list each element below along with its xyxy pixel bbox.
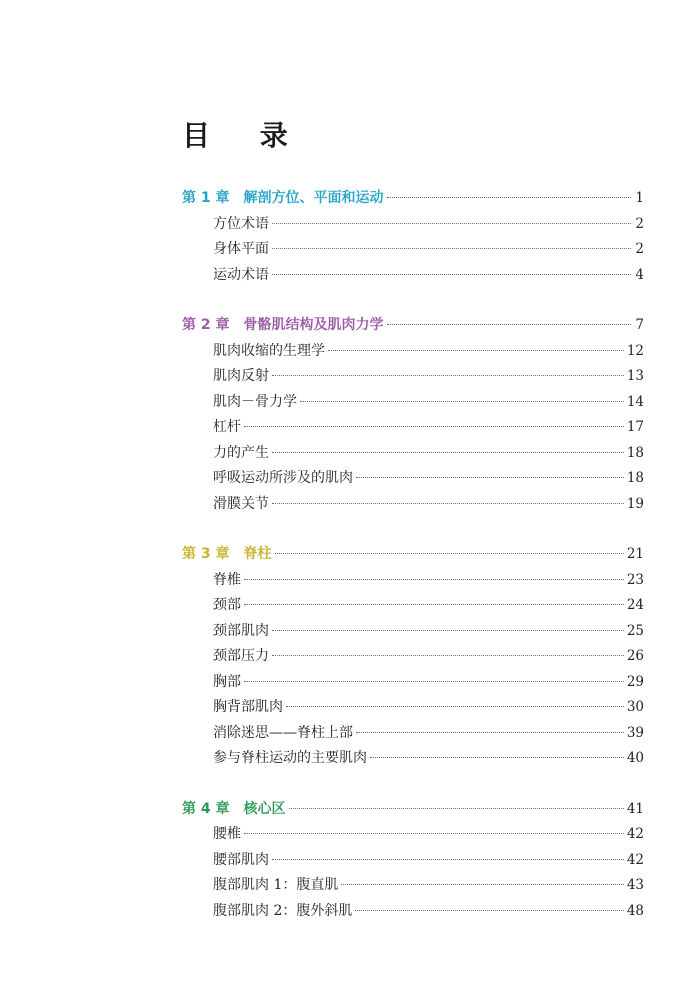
dot-leader (244, 833, 624, 834)
toc-entry[interactable] (182, 466, 644, 492)
page-number: 40 (626, 750, 644, 766)
table-of-contents (182, 186, 644, 949)
dot-leader (355, 910, 623, 911)
toc-entry[interactable] (182, 695, 644, 721)
entry-label: 力的产生 (213, 444, 269, 461)
dot-leader (244, 604, 624, 605)
toc-entry[interactable] (182, 339, 644, 365)
chapter-title: 解剖方位、平面和运动 (243, 190, 384, 206)
dot-leader (272, 503, 624, 504)
entry-label: 腰部肌肉 (213, 851, 269, 868)
toc-entry[interactable] (182, 390, 644, 416)
chapter-1-section (182, 186, 644, 288)
chapter-4-heading[interactable] (182, 797, 644, 823)
chapter-number: 第 2 章 (182, 317, 230, 333)
toc-entry[interactable] (182, 899, 644, 925)
chapter-number: 第 4 章 (182, 800, 230, 817)
entry-label: 肌肉－骨力学 (213, 393, 297, 410)
toc-entry[interactable] (182, 848, 644, 874)
chapter-title: 核心区 (243, 800, 286, 817)
toc-entry[interactable] (182, 873, 644, 899)
page-number: 24 (626, 597, 644, 613)
toc-entry[interactable] (182, 364, 644, 390)
page-number: 2 (635, 241, 644, 257)
page-number: 29 (626, 673, 644, 690)
entry-label: 胸背部肌肉 (213, 699, 283, 715)
entry-label: 呼吸运动所涉及的肌肉 (213, 470, 353, 486)
entry-label: 腹部肌肉 1：腹直肌 (213, 877, 339, 893)
entry-label: 参与脊柱运动的主要肌肉 (213, 750, 367, 766)
toc-entry[interactable] (182, 492, 644, 518)
entry-label: 颈部压力 (213, 648, 269, 664)
entry-label: 杠杆 (213, 419, 241, 435)
chapter-title: 骨骼肌结构及肌肉力学 (243, 317, 384, 333)
page-number: 12 (626, 342, 644, 359)
entry-label: 肌肉收缩的生理学 (213, 342, 325, 359)
page-title: 目 录 (182, 119, 308, 152)
page-number: 4 (635, 266, 644, 283)
dot-leader (289, 808, 624, 809)
dot-leader (272, 375, 624, 376)
page-number: 13 (626, 368, 644, 384)
toc-entry[interactable] (182, 263, 644, 289)
dot-leader (387, 324, 632, 325)
entry-label: 滑膜关节 (213, 495, 269, 512)
toc-entry[interactable] (182, 644, 644, 670)
chapter-number: 第 3 章 (182, 546, 230, 562)
page-number: 30 (626, 699, 644, 715)
entry-label: 胸部 (213, 673, 241, 690)
entry-label: 脊椎 (213, 571, 241, 588)
toc-entry[interactable] (182, 441, 644, 467)
chapter-4-label (182, 797, 286, 823)
dot-leader (244, 681, 624, 682)
entry-label: 运动术语 (213, 266, 269, 283)
chapter-3-heading[interactable] (182, 542, 644, 568)
dot-leader (356, 477, 624, 478)
dot-leader (272, 248, 631, 249)
toc-entry[interactable] (182, 237, 644, 263)
chapter-1-label (182, 186, 384, 212)
toc-entry[interactable] (182, 415, 644, 441)
entry-label: 身体平面 (213, 241, 269, 257)
chapter-number: 第 1 章 (182, 190, 230, 206)
toc-entry[interactable] (182, 721, 644, 747)
entry-label: 方位术语 (213, 215, 269, 232)
page-number: 23 (626, 571, 644, 588)
page-number: 48 (626, 902, 644, 919)
dot-leader (244, 426, 624, 427)
chapter-3-section (182, 542, 644, 772)
page-number: 19 (626, 495, 644, 512)
entry-label: 腰椎 (213, 826, 241, 842)
dot-leader (370, 757, 624, 758)
page-number: 25 (626, 622, 644, 639)
chapter-4-section (182, 797, 644, 925)
chapter-1-heading[interactable] (182, 186, 644, 212)
page-number: 41 (626, 800, 644, 817)
chapter-3-label (182, 542, 272, 568)
chapter-2-label (182, 313, 384, 339)
dot-leader (272, 655, 624, 656)
entry-label: 消除迷思——脊柱上部 (213, 724, 353, 741)
entry-label: 颈部 (213, 597, 241, 613)
dot-leader (244, 579, 624, 580)
dot-leader (272, 274, 631, 275)
page-number: 1 (635, 190, 644, 206)
page-number: 21 (626, 546, 644, 562)
toc-entry[interactable] (182, 568, 644, 594)
toc-entry[interactable] (182, 746, 644, 772)
dot-leader (328, 350, 624, 351)
page-number: 17 (626, 419, 644, 435)
page-number: 39 (626, 724, 644, 741)
entry-label: 腹部肌肉 2：腹外斜肌 (213, 902, 353, 919)
toc-entry[interactable] (182, 212, 644, 238)
dot-leader (275, 553, 624, 554)
page-number: 14 (626, 393, 644, 410)
page-number: 26 (626, 648, 644, 664)
toc-entry[interactable] (182, 670, 644, 696)
page-number: 18 (626, 444, 644, 461)
chapter-2-heading[interactable] (182, 313, 644, 339)
page-number: 7 (635, 317, 644, 333)
dot-leader (300, 401, 624, 402)
dot-leader (272, 452, 624, 453)
dot-leader (272, 223, 631, 224)
toc-entry[interactable] (182, 822, 644, 848)
entry-label: 肌肉反射 (213, 368, 269, 384)
page-number: 43 (626, 877, 644, 893)
page-number: 42 (626, 851, 644, 868)
dot-leader (341, 884, 623, 885)
dot-leader (272, 859, 624, 860)
toc-entry[interactable] (182, 593, 644, 619)
chapter-2-section (182, 313, 644, 517)
page-number: 42 (626, 826, 644, 842)
dot-leader (387, 197, 632, 198)
toc-entry[interactable] (182, 619, 644, 645)
dot-leader (356, 732, 624, 733)
chapter-title: 脊柱 (243, 546, 272, 562)
dot-leader (272, 630, 624, 631)
entry-label: 颈部肌肉 (213, 622, 269, 639)
page-number: 18 (626, 470, 644, 486)
page-number: 2 (635, 215, 644, 232)
dot-leader (286, 706, 624, 707)
